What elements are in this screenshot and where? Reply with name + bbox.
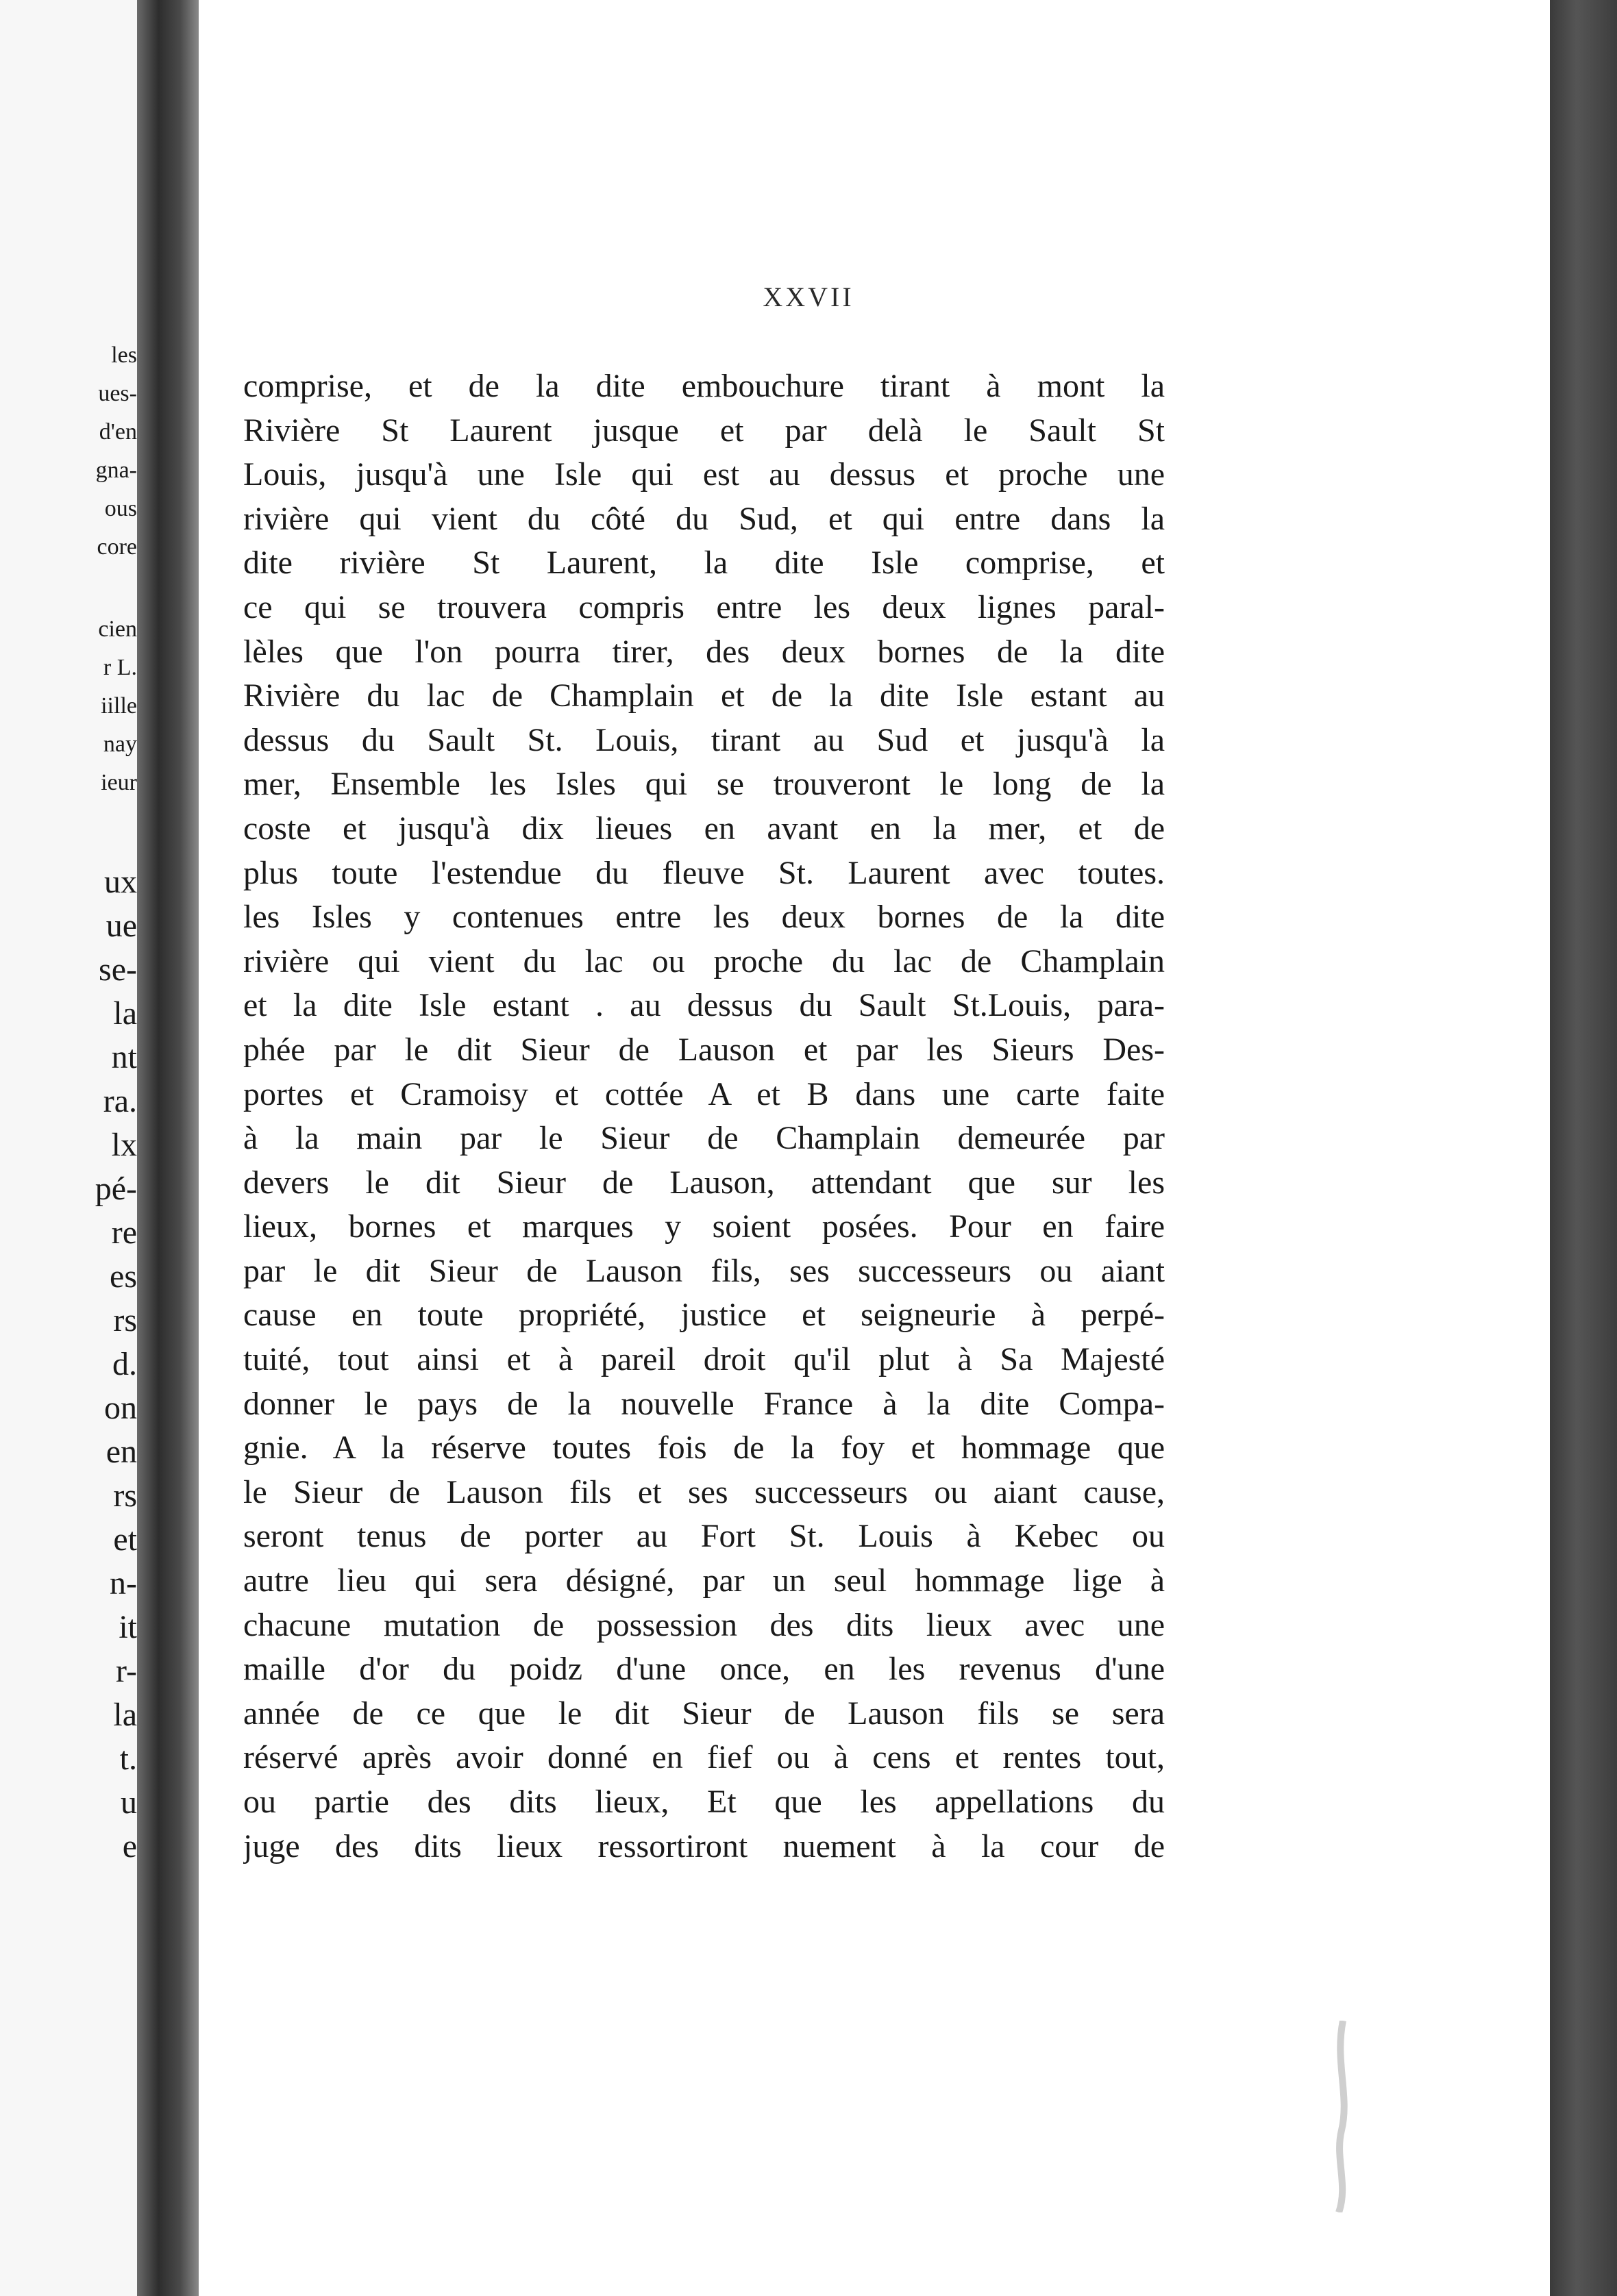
left-fragment: on (104, 1390, 137, 1426)
left-fragment: gna- (95, 458, 137, 483)
left-fragment: ues- (98, 381, 137, 406)
left-fragment: la (113, 1697, 137, 1733)
text-line: lèles que l'on pourra tirer, des deux bornes de la dite (243, 633, 1165, 670)
left-fragment: et (113, 1521, 137, 1558)
left-fragment: pé- (95, 1171, 137, 1207)
left-fragment: n- (110, 1565, 137, 1601)
text-line: cause en toute propriété, justice et seigneurie à perpé- (243, 1297, 1165, 1334)
left-fragment: ux (104, 864, 137, 900)
left-fragment: u (121, 1784, 137, 1821)
left-fragment: es (110, 1258, 137, 1295)
text-line: le Sieur de Lauson fils et ses successeurs ou aiant cause, (243, 1473, 1165, 1510)
page-edge-mark-decoration (1329, 2021, 1355, 2212)
text-line: les Isles y contenues entre les deux bornes de la dite (243, 899, 1165, 936)
text-line: donner le pays de la nouvelle France à la dite Compa- (243, 1385, 1165, 1422)
text-line: coste et jusqu'à dix lieues en avant en la mer, et de (243, 810, 1165, 847)
page-number: XXVII (763, 282, 854, 312)
text-line: autre lieu qui sera désigné, par un seul hommage lige à (243, 1562, 1165, 1599)
left-fragment: r L. (103, 655, 137, 680)
text-line: et la dite Isle estant . au dessus du Sault St.Louis, para- (243, 987, 1165, 1024)
text-line: Rivière St Laurent jusque et par delà le Sault St (243, 412, 1165, 449)
left-fragment: ue (106, 908, 137, 944)
book-gutter-shadow (137, 0, 199, 2296)
left-fragment: nt (111, 1039, 137, 1075)
text-line: phée par le dit Sieur de Lauson et par les Sieurs Des- (243, 1031, 1165, 1068)
text-line: dessus du Sault St. Louis, tirant au Sud et jusqu'à la (243, 721, 1165, 758)
left-fragment: e (122, 1828, 137, 1864)
left-fragment: cien (98, 616, 137, 642)
text-line: Louis, jusqu'à une Isle qui est au dessus et proche une (243, 456, 1165, 493)
left-fragment: ous (104, 496, 137, 521)
left-fragment: ieur (101, 770, 137, 795)
text-line: Rivière du lac de Champlain et de la dite Isle estant au (243, 677, 1165, 714)
text-line: chacune mutation de possession des dits lieux avec une (243, 1606, 1165, 1643)
left-fragment: r- (115, 1653, 137, 1689)
left-fragment: rs (113, 1477, 137, 1514)
left-fragment: se- (99, 951, 137, 988)
left-fragment: re (111, 1214, 137, 1251)
text-line: à la main par le Sieur de Champlain demeurée par (243, 1120, 1165, 1157)
text-line: tuité, tout ainsi et à pareil droit qu'il plut à Sa Majesté (243, 1341, 1165, 1378)
text-line: portes et Cramoisy et cottée A et B dans une carte faite (243, 1075, 1165, 1112)
text-line: lieux, bornes et marques y soient posées. Pour en faire (243, 1208, 1165, 1245)
left-fragment: t. (119, 1740, 137, 1777)
left-fragment: d'en (99, 419, 137, 445)
text-line: juge des dits lieux ressortiront nuement à la cour de (243, 1827, 1165, 1864)
left-fragment: rs (113, 1302, 137, 1338)
left-fragment: it (119, 1609, 137, 1645)
text-line: rivière qui vient du lac ou proche du lac de Champlain (243, 943, 1165, 979)
text-line: comprise, et de la dite embouchure tirant à mont la (243, 368, 1165, 404)
left-fragment: nay (103, 732, 137, 757)
text-line: dite rivière St Laurent, la dite Isle comprise, et (243, 545, 1165, 582)
left-fragment: en (106, 1434, 137, 1470)
text-line: par le dit Sieur de Lauson fils, ses successeurs ou aiant (243, 1252, 1165, 1289)
text-line: réservé après avoir donné en fief ou à cens et rentes tout, (243, 1739, 1165, 1776)
text-line: devers le dit Sieur de Lauson, attendant que sur les (243, 1164, 1165, 1201)
left-fragment: d. (112, 1346, 137, 1382)
text-line: mer, Ensemble les Isles qui se trouveront le long de la (243, 766, 1165, 803)
text-line: maille d'or du poidz d'une once, en les revenus d'une (243, 1651, 1165, 1688)
body-text (243, 364, 1165, 1869)
text-line: ce qui se trouvera compris entre les deux lignes paral- (243, 588, 1165, 625)
text-line: gnie. A la réserve toutes fois de la foy et hommage que (243, 1430, 1165, 1467)
left-fragment: lx (111, 1127, 137, 1163)
left-fragment: les (111, 342, 137, 368)
text-line: ou partie des dits lieux, Et que les appellations du (243, 1784, 1165, 1820)
right-page-edge-shadow (1550, 0, 1617, 2296)
left-fragment: la (113, 995, 137, 1032)
left-fragment: iille (101, 693, 137, 719)
text-line: plus toute l'estendue du fleuve St. Laurent avec toutes. (243, 854, 1165, 891)
text-line: rivière qui vient du côté du Sud, et qui entre dans la (243, 500, 1165, 537)
text-line: seront tenus de porter au Fort St. Louis à Kebec ou (243, 1518, 1165, 1555)
left-fragment: ra. (103, 1083, 137, 1119)
text-line: année de ce que le dit Sieur de Lauson fils se sera (243, 1695, 1165, 1732)
left-page-margin (0, 0, 137, 2296)
left-fragment: core (97, 534, 137, 560)
